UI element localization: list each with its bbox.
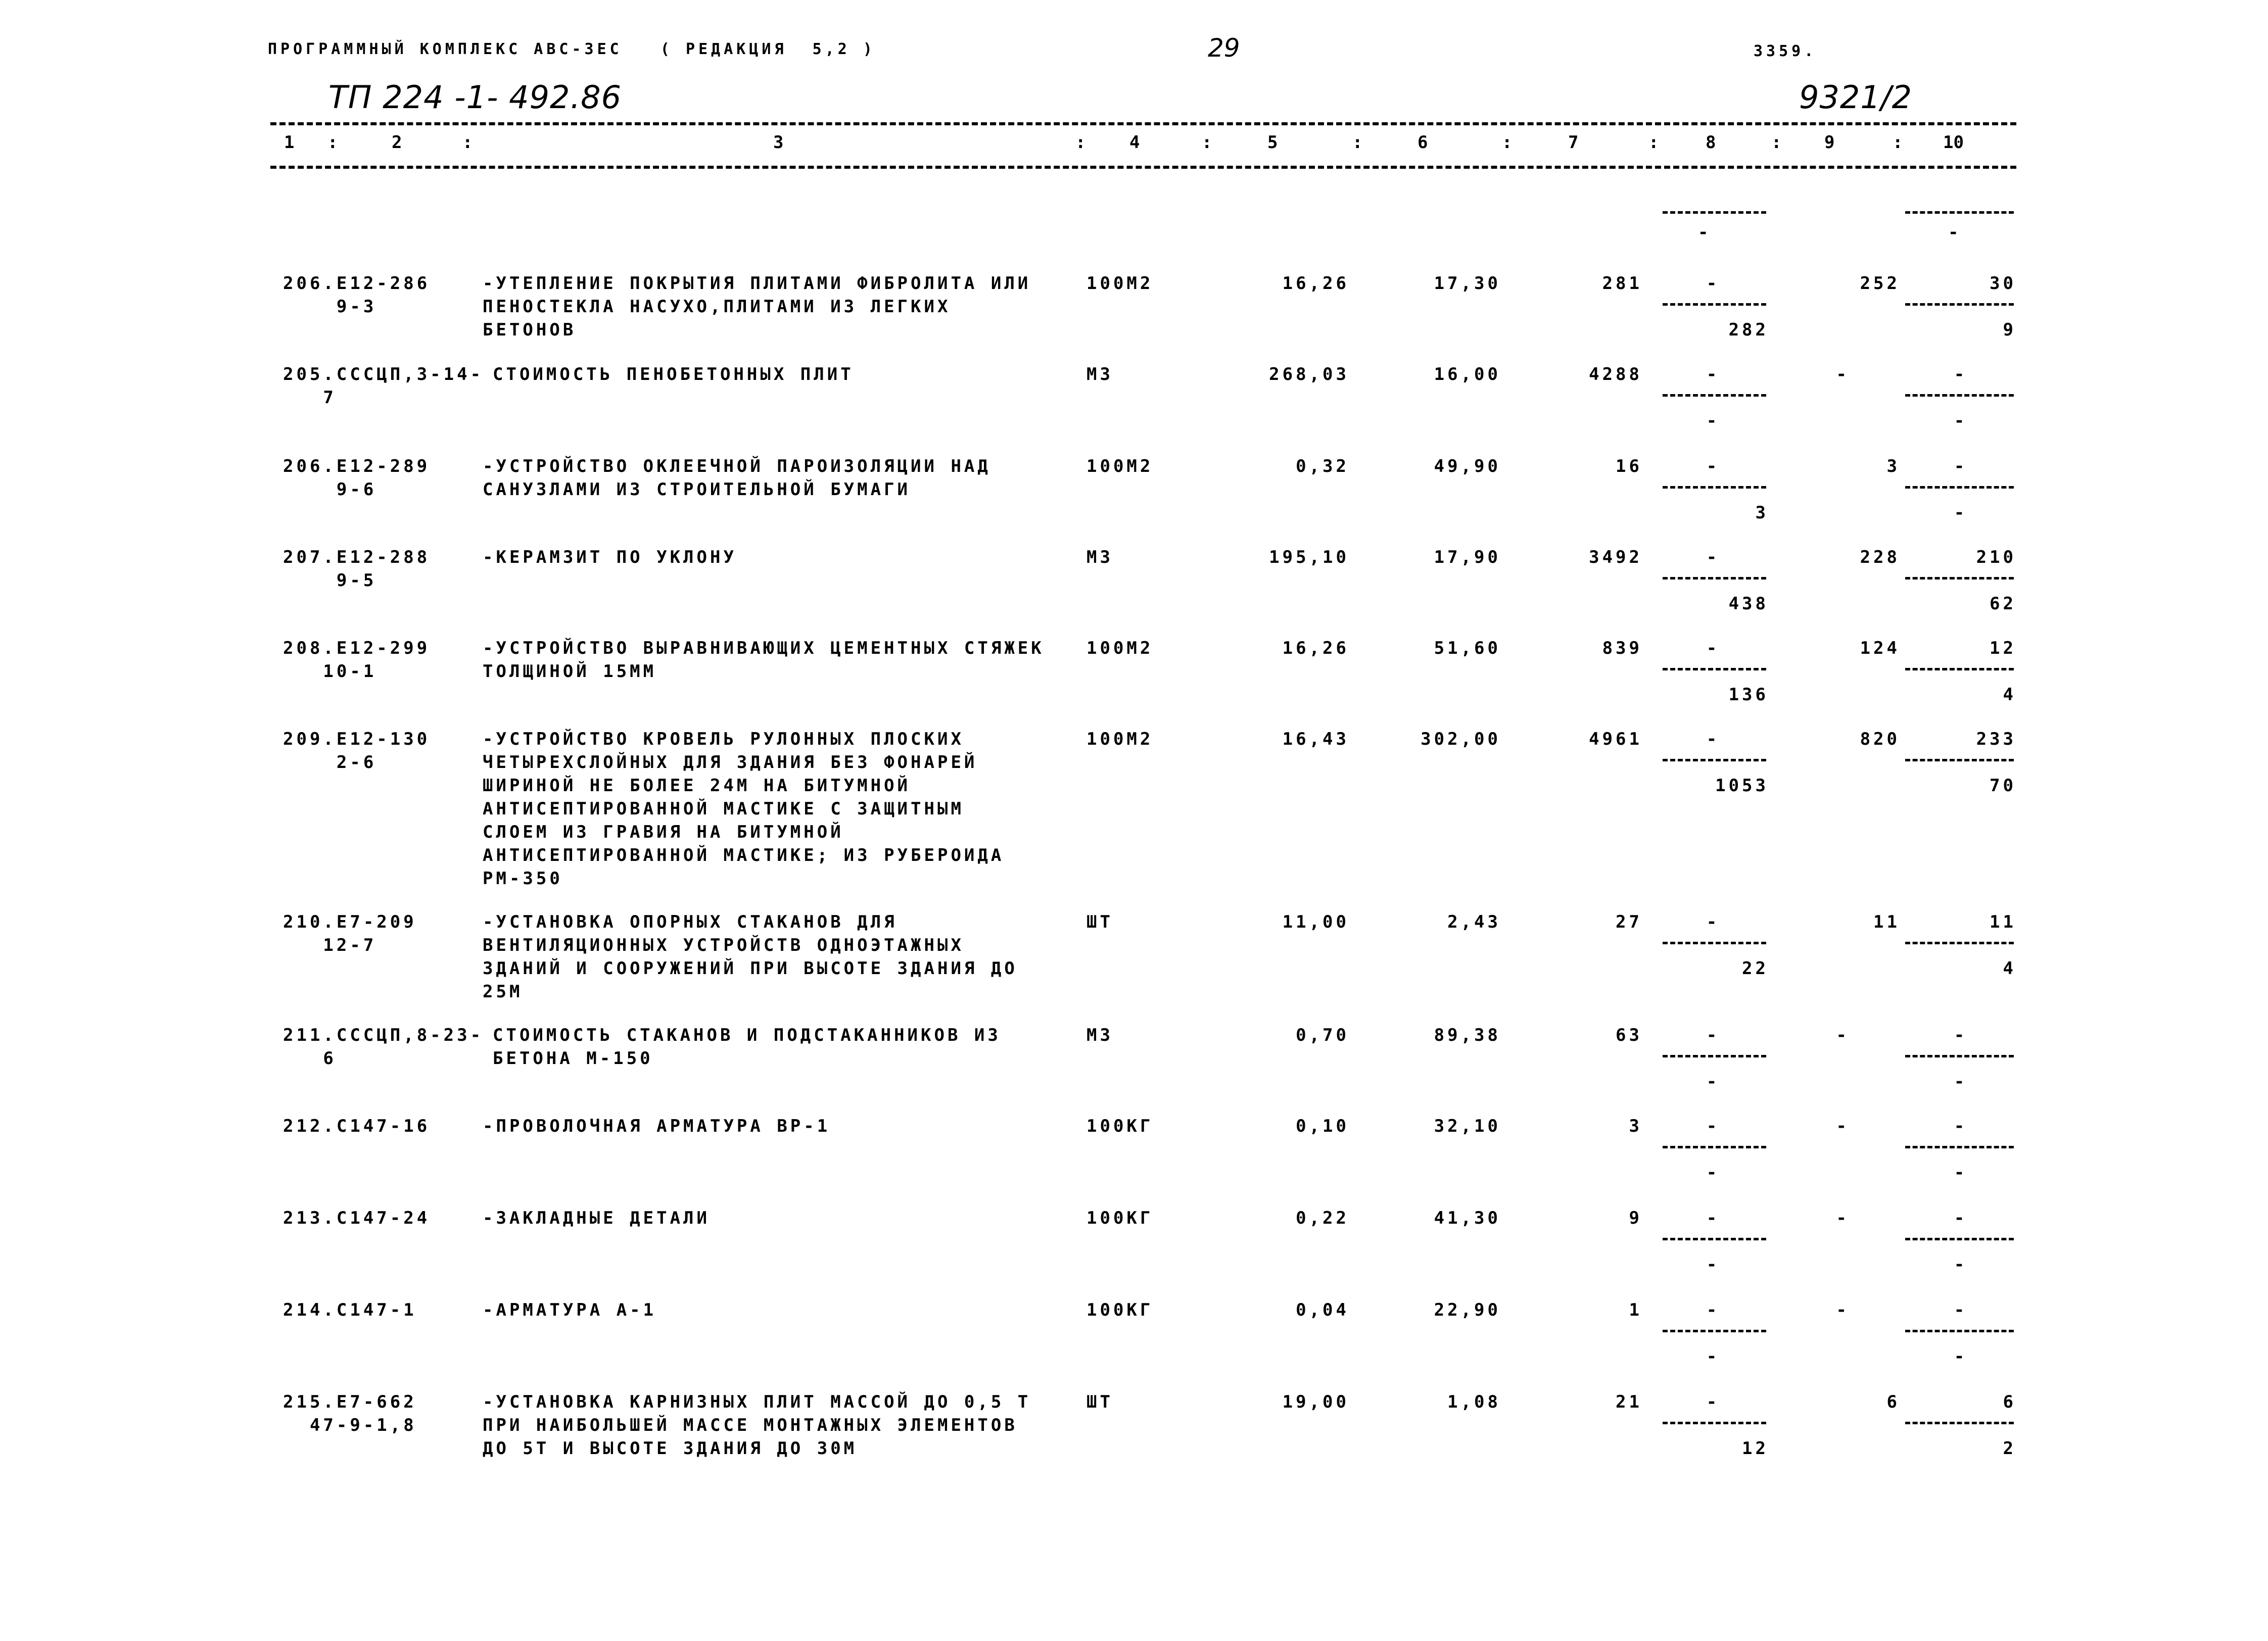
row-code: 207.Е12-288 9-5: [283, 547, 431, 591]
row-col10-bottom: 4: [2003, 958, 2016, 979]
row-description: -ЗАКЛАДНЫЕ ДЕТАЛИ: [483, 1208, 710, 1228]
row-quantity: 19,00: [1282, 1392, 1349, 1412]
row-total: 63: [1616, 1025, 1642, 1045]
col-sep: :: [1771, 132, 1782, 153]
row-col10-bottom: 70: [1990, 776, 2016, 796]
row-col9: 124: [1860, 638, 1900, 658]
row-description: -ПРОВОЛОЧНАЯ АРМАТУРА ВР-1: [483, 1116, 831, 1136]
fraction-line: [1905, 1330, 2014, 1332]
fraction-line: [1663, 486, 1766, 489]
row-description: -УТЕПЛЕНИЕ ПОКРЫТИЯ ПЛИТАМИ ФИБРОЛИТА ИЛИ ПЕНОСТЕКЛА НАСУХО,ПЛИТАМИ ИЗ ЛЕГКИХ БЕТОНОВ: [483, 273, 1031, 340]
program-header: ПРОГРАММНЫЙ КОМПЛЕКС АВС-3ЕС ( РЕДАКЦИЯ 5,2 ): [268, 40, 876, 58]
row-total: 16: [1616, 456, 1642, 476]
sheet-number: 3359.: [1754, 42, 1817, 60]
fraction-line: [1663, 1055, 1766, 1057]
row-col10-bottom: 9: [2003, 320, 2016, 340]
row-unit: 100М2: [1086, 273, 1154, 294]
fraction-line: [1663, 577, 1766, 580]
fraction-line: [1905, 1055, 2014, 1057]
row-quantity: 0,32: [1296, 456, 1349, 476]
col-sep: :: [1075, 132, 1086, 153]
row-unit: 100М2: [1086, 638, 1154, 658]
row-unit-price: 32,10: [1434, 1116, 1501, 1136]
row-col10-top: -: [1954, 1025, 1968, 1045]
row-description: -УСТАНОВКА КАРНИЗНЫХ ПЛИТ МАССОЙ ДО 0,5 Т ПРИ НАИБОЛЬШЕЙ МАССЕ МОНТАЖНЫХ ЭЛЕМЕНТОВ ДО 5Т И ВЫСОТЕ ЗДАНИЯ ДО 30М: [483, 1392, 1031, 1459]
row-col8-top: -: [1706, 1208, 1720, 1228]
fraction-line: [1663, 668, 1766, 670]
row-quantity: 268,03: [1269, 364, 1349, 384]
row-quantity: 195,10: [1269, 547, 1349, 567]
col-sep: :: [462, 132, 473, 153]
row-code: 208.Е12-299 10-1: [283, 638, 431, 682]
col-head-1: 1: [284, 132, 295, 153]
fraction-line: [1905, 303, 2014, 306]
row-description: -УСТРОЙСТВО ОКЛЕЕЧНОЙ ПАРОИЗОЛЯЦИИ НАД САНУЗЛАМИ ИЗ СТРОИТЕЛЬНОЙ БУМАГИ: [483, 456, 991, 500]
row-code: 212.С147-16: [283, 1116, 431, 1136]
row-code: 215.Е7-662 47-9-1,8: [283, 1392, 417, 1435]
fraction-line: [1905, 759, 2014, 761]
col-head-10: 10: [1943, 132, 1964, 153]
row-code: 205.СССЦП,3-14- 7: [283, 364, 484, 408]
fraction-line: [1905, 1422, 2014, 1424]
page-number: 29: [1208, 33, 1240, 63]
col-head-9: 9: [1824, 132, 1835, 153]
row-col10-bottom: 62: [1990, 594, 2016, 614]
row-unit-price: 17,90: [1434, 547, 1501, 567]
row-col9: -: [1836, 364, 1850, 384]
row-quantity: 0,70: [1296, 1025, 1349, 1045]
row-col8-bottom: 282: [1728, 320, 1769, 340]
row-code: 206.Е12-286 9-3: [283, 273, 431, 317]
row-col9: -: [1836, 1300, 1850, 1320]
row-col8-top: -: [1706, 456, 1720, 476]
row-col9: 228: [1860, 547, 1900, 567]
row-unit-price: 17,30: [1434, 273, 1501, 294]
row-col9: 6: [1886, 1392, 1900, 1412]
row-unit: ШТ: [1086, 1392, 1113, 1412]
fraction-line: [1663, 394, 1766, 397]
row-total: 281: [1602, 273, 1642, 294]
row-col8-top: -: [1706, 729, 1720, 749]
fraction-line: [1663, 1422, 1766, 1424]
row-col8-bottom: 1053: [1715, 776, 1769, 796]
row-col9: -: [1836, 1116, 1850, 1136]
row-col10-top: -: [1954, 1208, 1968, 1228]
row-code: 210.Е7-209 12-7: [283, 912, 417, 955]
row-unit-price: 2,43: [1447, 912, 1501, 932]
row-description: СТОИМОСТЬ ПЕНОБЕТОННЫХ ПЛИТ: [493, 364, 854, 384]
col-head-3: 3: [773, 132, 784, 153]
row-code: 206.Е12-289 9-6: [283, 456, 431, 500]
row-quantity: 16,26: [1282, 273, 1349, 294]
col-head-7: 7: [1568, 132, 1579, 153]
col-sep: :: [1648, 132, 1659, 153]
header-rule-bottom: [270, 166, 2016, 169]
carry-fraction-line-10: [1905, 211, 2014, 214]
row-quantity: 0,04: [1296, 1300, 1349, 1320]
row-col8-bottom: 438: [1728, 594, 1769, 614]
row-unit-price: 1,08: [1447, 1392, 1501, 1412]
carry-col10-value: -: [1948, 222, 1959, 243]
row-col9: 252: [1860, 273, 1900, 294]
fraction-line: [1663, 1238, 1766, 1240]
row-col10-bottom: -: [1954, 503, 1968, 523]
fraction-line: [1905, 1146, 2014, 1148]
row-quantity: 0,10: [1296, 1116, 1349, 1136]
fraction-line: [1905, 577, 2014, 580]
fraction-line: [1905, 668, 2014, 670]
fraction-line: [1905, 394, 2014, 397]
col-sep: :: [1502, 132, 1513, 153]
row-col10-top: 210: [1976, 547, 2016, 567]
row-col10-top: -: [1954, 1300, 1968, 1320]
row-description: СТОИМОСТЬ СТАКАНОВ И ПОДСТАКАННИКОВ ИЗ БЕТОНА М-150: [493, 1025, 1001, 1069]
row-col8-top: -: [1706, 1300, 1720, 1320]
col-sep: :: [1893, 132, 1903, 153]
row-col8-bottom: -: [1706, 1163, 1720, 1183]
fraction-line: [1663, 303, 1766, 306]
row-col8-top: -: [1706, 364, 1720, 384]
row-col8-top: -: [1706, 273, 1720, 294]
row-unit-price: 49,90: [1434, 456, 1501, 476]
row-col10-bottom: -: [1954, 411, 1968, 431]
row-col8-bottom: -: [1706, 1346, 1720, 1367]
carry-col8-value: -: [1698, 222, 1709, 243]
col-sep: :: [1352, 132, 1363, 153]
row-quantity: 16,43: [1282, 729, 1349, 749]
row-unit: ШТ: [1086, 912, 1113, 932]
row-col10-top: 11: [1990, 912, 2016, 932]
row-total: 27: [1616, 912, 1642, 932]
row-total: 4961: [1589, 729, 1642, 749]
row-total: 839: [1602, 638, 1642, 658]
row-col8-top: -: [1706, 1116, 1720, 1136]
row-col8-top: -: [1706, 1025, 1720, 1045]
row-unit-price: 89,38: [1434, 1025, 1501, 1045]
row-col8-bottom: -: [1706, 1254, 1720, 1275]
row-col10-bottom: -: [1954, 1346, 1968, 1367]
col-head-8: 8: [1706, 132, 1716, 153]
fraction-line: [1663, 942, 1766, 944]
row-col10-top: -: [1954, 456, 1968, 476]
row-unit-price: 41,30: [1434, 1208, 1501, 1228]
row-col8-bottom: -: [1706, 1072, 1720, 1092]
row-col10-top: 12: [1990, 638, 2016, 658]
row-quantity: 16,26: [1282, 638, 1349, 658]
row-col8-top: -: [1706, 912, 1720, 932]
row-col9: 3: [1886, 456, 1900, 476]
row-unit-price: 51,60: [1434, 638, 1501, 658]
row-quantity: 11,00: [1282, 912, 1349, 932]
row-col9: 820: [1860, 729, 1900, 749]
row-col10-bottom: -: [1954, 1163, 1968, 1183]
row-total: 4288: [1589, 364, 1642, 384]
row-col10-top: 30: [1990, 273, 2016, 294]
row-total: 3: [1629, 1116, 1642, 1136]
row-unit: 100КГ: [1086, 1300, 1154, 1320]
row-col8-bottom: -: [1706, 411, 1720, 431]
row-col8-top: -: [1706, 547, 1720, 567]
row-quantity: 0,22: [1296, 1208, 1349, 1228]
row-description: -КЕРАМЗИТ ПО УКЛОНУ: [483, 547, 737, 567]
fraction-line: [1663, 1146, 1766, 1148]
row-col8-top: -: [1706, 638, 1720, 658]
row-code: 214.С147-1: [283, 1300, 417, 1320]
col-sep: :: [327, 132, 338, 153]
row-unit: М3: [1086, 1025, 1113, 1045]
row-code: 209.Е12-130 2-6: [283, 729, 431, 773]
row-col8-bottom: 22: [1742, 958, 1769, 979]
row-col8-bottom: 3: [1755, 503, 1769, 523]
row-unit-price: 16,00: [1434, 364, 1501, 384]
project-code: ТП 224 -1- 492.86: [328, 79, 622, 116]
fraction-line: [1663, 759, 1766, 761]
row-col10-top: -: [1954, 1116, 1968, 1136]
row-col10-top: 6: [2003, 1392, 2016, 1412]
row-col10-bottom: 4: [2003, 685, 2016, 705]
row-unit: 100М2: [1086, 729, 1154, 749]
col-head-6: 6: [1418, 132, 1428, 153]
fraction-line: [1905, 942, 2014, 944]
row-unit: 100КГ: [1086, 1116, 1154, 1136]
row-col10-bottom: -: [1954, 1072, 1968, 1092]
row-unit-price: 22,90: [1434, 1300, 1501, 1320]
row-col10-bottom: -: [1954, 1254, 1968, 1275]
row-col8-bottom: 136: [1728, 685, 1769, 705]
row-unit: 100КГ: [1086, 1208, 1154, 1228]
row-col9: -: [1836, 1208, 1850, 1228]
row-unit: М3: [1086, 364, 1113, 384]
row-description: -УСТРОЙСТВО КРОВЕЛЬ РУЛОННЫХ ПЛОСКИХ ЧЕТЫРЕХСЛОЙНЫХ ДЛЯ ЗДАНИЯ БЕЗ ФОНАРЕЙ ШИРИНОЙ НЕ БОЛЕЕ 24М НА БИТУМНОЙ АНТИСЕПТИРОВАННОЙ МАСТИКЕ С ЗАЩИТНЫМ СЛОЕМ ИЗ ГРАВИЯ НА БИТУМНОЙ АНТИСЕПТИРОВАННОЙ МАСТИКЕ; ИЗ РУБЕРОИДА РМ-350: [483, 729, 1005, 889]
header-rule-top: [270, 122, 2016, 125]
row-col8-top: -: [1706, 1392, 1720, 1412]
fraction-line: [1905, 486, 2014, 489]
row-col9: -: [1836, 1025, 1850, 1045]
row-col9: 11: [1873, 912, 1900, 932]
row-description: -УСТРОЙСТВО ВЫРАВНИВАЮЩИХ ЦЕМЕНТНЫХ СТЯЖЕК ТОЛЩИНОЙ 15ММ: [483, 638, 1045, 682]
row-col8-bottom: 12: [1742, 1438, 1769, 1459]
col-sep: :: [1202, 132, 1212, 153]
row-code: 213.С147-24: [283, 1208, 431, 1228]
col-head-2: 2: [392, 132, 402, 153]
row-total: 9: [1629, 1208, 1642, 1228]
row-unit: 100М2: [1086, 456, 1154, 476]
row-col10-top: 233: [1976, 729, 2016, 749]
fraction-line: [1905, 1238, 2014, 1240]
row-description: -АРМАТУРА А-1: [483, 1300, 657, 1320]
row-unit-price: 302,00: [1421, 729, 1501, 749]
row-total: 1: [1629, 1300, 1642, 1320]
row-code: 211.СССЦП,8-23- 6: [283, 1025, 484, 1069]
row-col10-bottom: 2: [2003, 1438, 2016, 1459]
carry-fraction-line-8: [1663, 211, 1766, 214]
row-total: 21: [1616, 1392, 1642, 1412]
col-head-5: 5: [1267, 132, 1278, 153]
row-description: -УСТАНОВКА ОПОРНЫХ СТАКАНОВ ДЛЯ ВЕНТИЛЯЦИОННЫХ УСТРОЙСТВ ОДНОЭТАЖНЫХ ЗДАНИЙ И СООРУЖЕНИЙ ПРИ ВЫСОТЕ ЗДАНИЯ ДО 25М: [483, 912, 1018, 1002]
row-total: 3492: [1589, 547, 1642, 567]
fraction-line: [1663, 1330, 1766, 1332]
row-col10-top: -: [1954, 364, 1968, 384]
col-head-4: 4: [1129, 132, 1140, 153]
document-number: 9321/2: [1799, 79, 1913, 116]
row-unit: М3: [1086, 547, 1113, 567]
